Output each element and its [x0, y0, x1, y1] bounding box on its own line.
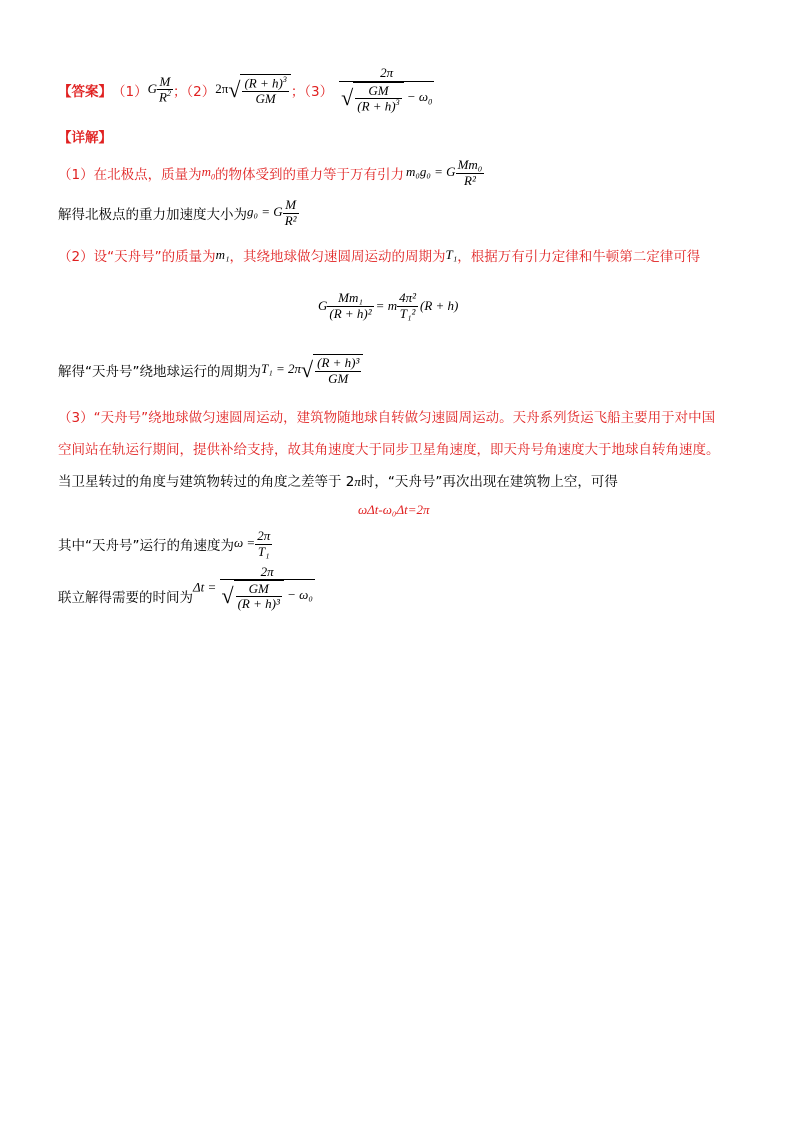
- answer-tag: 【答案】: [58, 84, 112, 100]
- detail-tag: 【详解】: [58, 130, 112, 146]
- time-equation: Δt = 2π √ $\frac{GM}{\text{(R + h)³}}$ − ω₀: [193, 563, 313, 612]
- part1-line: （1）在北极点，质量为 $m_0$ 的物体受到的重力等于万有引力 m₀g₀ = G $\frac{\text{Mm₀}}{\text{R²}}$: [58, 157, 483, 188]
- part1-equation: m₀g₀ = G $\frac{\text{Mm₀}}{\text{R²}}$: [405, 157, 483, 188]
- g0-equation: g₀ = G $\frac{M}{\text{R²}}$: [247, 197, 297, 228]
- answer-expr-2: 2π√ $\frac{(R + h)^3}{GM}$: [215, 74, 291, 106]
- omega-line: 其中“天舟号”运行的角速度为 ω = $\frac{2\pi}{\text{T₁}}$: [58, 528, 271, 559]
- omega-equation: ω = $\frac{2\pi}{\text{T₁}}$: [234, 528, 271, 559]
- part3-line3: 当卫星转过的角度与建筑物转过的角度之差等于 2π时，“天舟号”再次出现在建筑物上空，可得: [58, 474, 618, 490]
- period-equation: T₁ = 2π√ $\frac{\text{(R + h)³}}{GM}$: [261, 354, 363, 386]
- newton-equation: G $\frac{\text{Mm₁}}{\text{(R + h)²}}$ = m $\frac{\text{4π²}}{\text{T₁²}}$ (R + h): [318, 290, 459, 321]
- answer-expr-1: G $\frac{M}{R^2}$: [147, 74, 171, 105]
- period-line: 解得“天舟号”绕地球运行的周期为 T₁ = 2π√ $\frac{\text{(R + h)³}}{GM}$: [58, 348, 363, 392]
- answer-p1: （1）: [112, 84, 148, 100]
- angle-difference-equation: ωΔt-ω₀Δt=2π: [358, 502, 430, 517]
- part3-line2: 空间站在轨运行期间，提供补给支持，故其角速度大于同步卫星角速度，即天舟号角速度大于地球自转角速度。: [58, 442, 720, 458]
- gravity-line: 解得北极点的重力加速度大小为 g₀ = G $\frac{M}{\text{R²}}$: [58, 197, 297, 228]
- part2-line: （2）设“天舟号”的质量为 m₁ ，其绕地球做匀速圆周运动的周期为 T₁ ，根据万有引力定律和牛顿第二定律可得: [58, 247, 701, 265]
- answer-line: [58, 65, 434, 114]
- time-line: 联立解得需要的时间为 Δt = 2π √ $\frac{GM}{\text{(R + h)³}}$ − ω₀: [58, 563, 313, 612]
- answer-sep-1: ；（2）: [172, 84, 216, 100]
- part3-line1: （3）“天舟号”绕地球做匀速圆周运动，建筑物随地球自转做匀速圆周运动。天舟系列货运飞船主要用于对中国: [58, 410, 716, 426]
- answer-expr-3: 2π √ $\frac{GM}{(R + h)^3}$ − $\omega_0$: [341, 65, 433, 114]
- answer-sep-2: ；（3）: [290, 84, 334, 100]
